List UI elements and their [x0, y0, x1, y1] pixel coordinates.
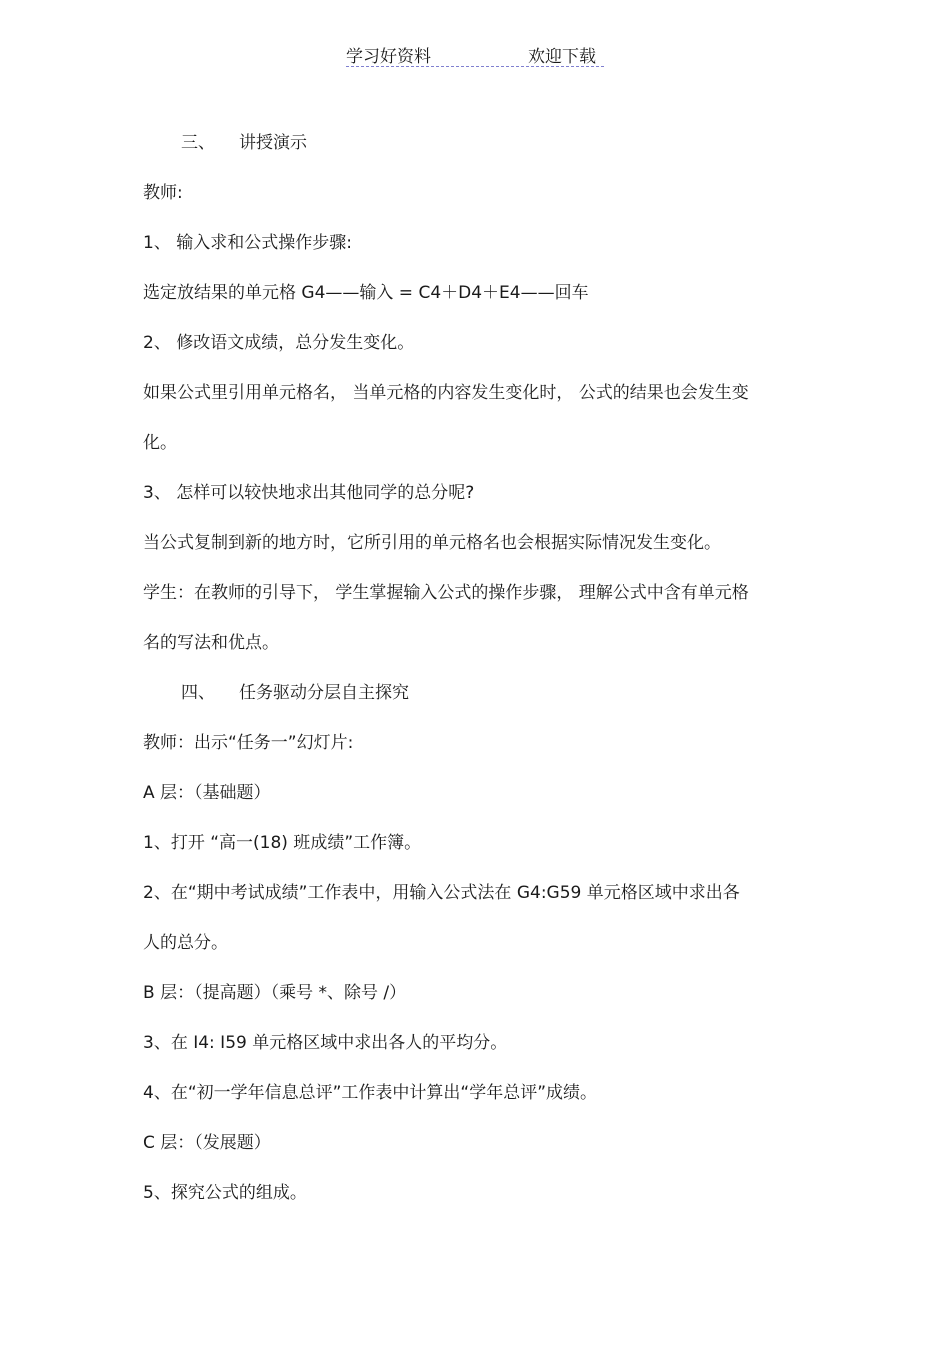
- paragraph: A 层：（基础题）: [143, 783, 271, 803]
- document-body: [143, 126, 803, 1226]
- paragraph: 4、在“初一学年信息总评”工作表中计算出“学年总评”成绩。: [143, 1083, 598, 1103]
- section-title: 讲授演示: [239, 133, 307, 153]
- header-right-text: 欢迎下载: [528, 47, 596, 67]
- paragraph: 5、探究公式的组成。: [143, 1183, 307, 1203]
- section-heading-3: [143, 126, 803, 176]
- paragraph: 名的写法和优点。: [143, 633, 279, 653]
- header-left-text: 学习好资料: [346, 47, 431, 67]
- paragraph: C 层：（发展题）: [143, 1133, 271, 1153]
- paragraph: 1、 输入求和公式操作步骤:: [143, 233, 352, 253]
- paragraph: 如果公式里引用单元格名， 当单元格的内容发生变化时， 公式的结果也会发生变: [143, 383, 749, 403]
- paragraph: 2、 修改语文成绩，总分发生变化。: [143, 333, 415, 353]
- section-heading-4: [143, 676, 803, 726]
- paragraph: 2、在“期中考试成绩”工作表中，用输入公式法在 G4:G59 单元格区域中求出各: [143, 883, 740, 903]
- paragraph: 1、打开 “高一(18) 班成绩”工作簿。: [143, 833, 422, 853]
- paragraph: 3、 怎样可以较快地求出其他同学的总分呢?: [143, 483, 475, 503]
- paragraph: 教师：出示“任务一”幻灯片:: [143, 733, 354, 753]
- paragraph: 化。: [143, 433, 177, 453]
- paragraph: 选定放结果的单元格 G4——输入 = C4＋D4＋E4——回车: [143, 283, 589, 303]
- page-header: [346, 40, 604, 67]
- paragraph: 3、在 I4: I59 单元格区域中求出各人的平均分。: [143, 1033, 508, 1053]
- paragraph: 学生：在教师的引导下， 学生掌握输入公式的操作步骤， 理解公式中含有单元格: [143, 583, 749, 603]
- paragraph: 人的总分。: [143, 933, 228, 953]
- paragraph: 教师:: [143, 183, 183, 203]
- section-number: 四、: [181, 683, 215, 703]
- section-title: 任务驱动分层自主探究: [239, 683, 409, 703]
- paragraph: B 层：（提高题）（乘号 *、除号 /）: [143, 983, 407, 1003]
- paragraph: 当公式复制到新的地方时，它所引用的单元格名也会根据实际情况发生变化。: [143, 533, 721, 553]
- section-number: 三、: [181, 133, 215, 153]
